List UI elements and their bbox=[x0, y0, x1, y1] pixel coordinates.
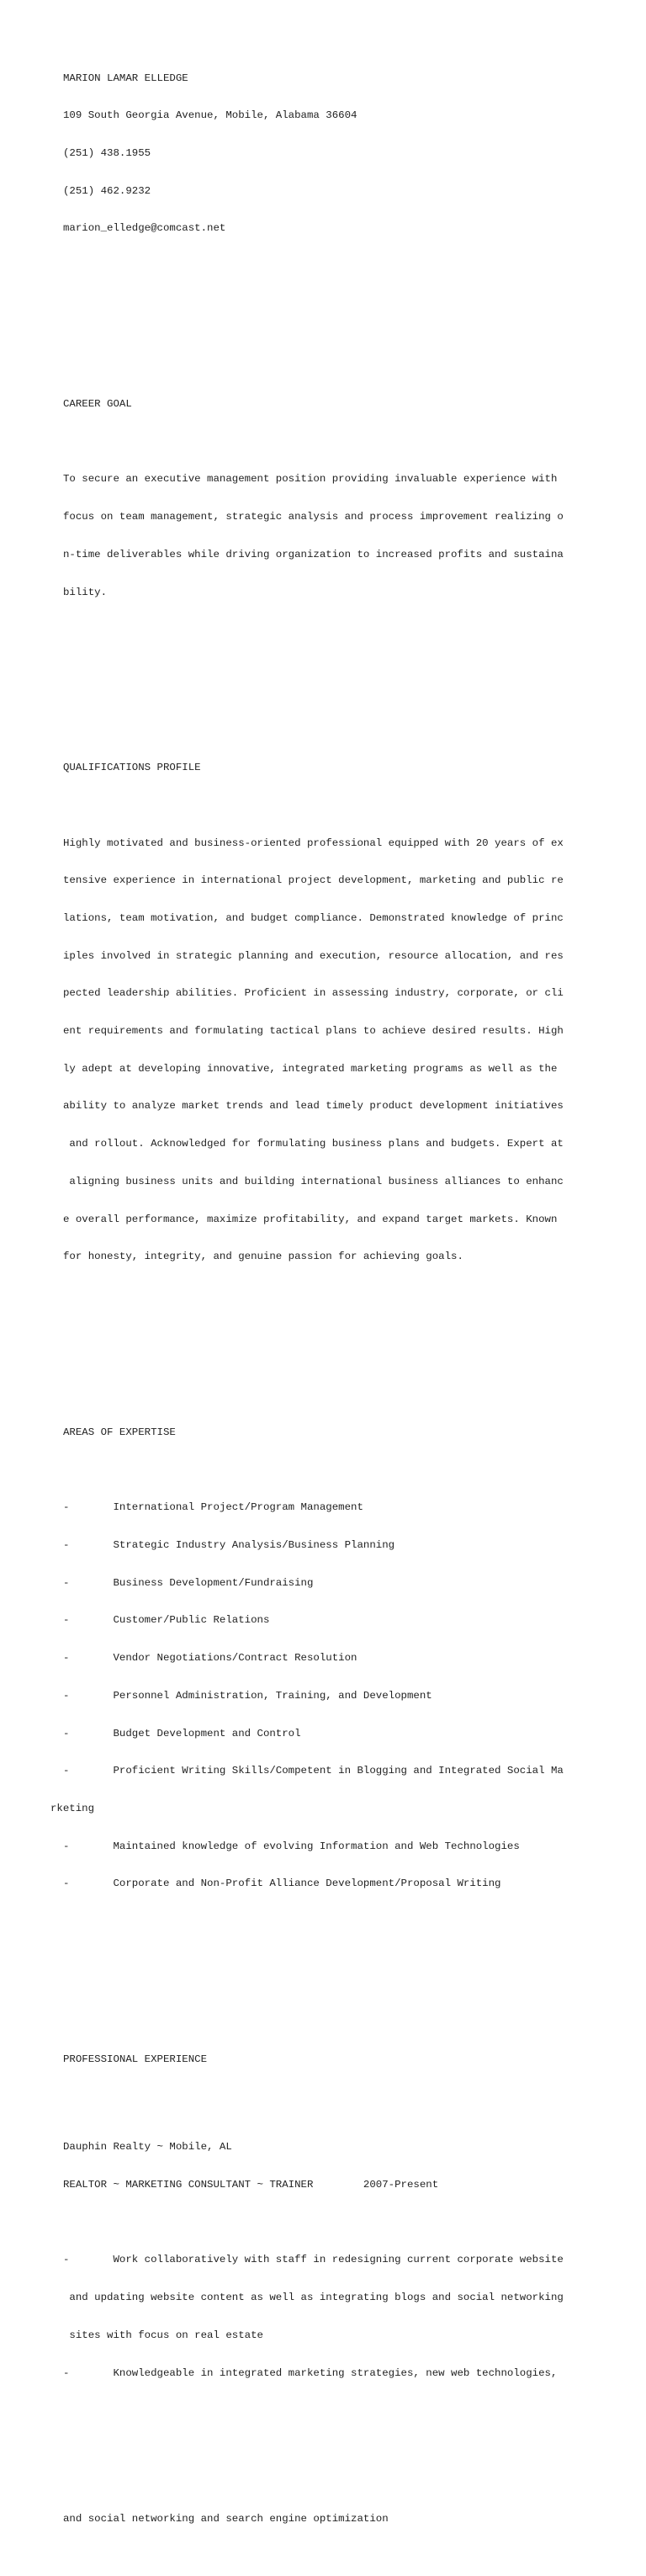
responsibility-line: sites with focus on real estate bbox=[63, 2329, 263, 2341]
contact-block bbox=[63, 47, 585, 260]
section-heading: CAREER GOAL bbox=[63, 397, 132, 410]
section-heading: QUALIFICATIONS PROFILE bbox=[63, 762, 201, 774]
paragraph-line: To secure an executive management position providing invaluable experience with bbox=[63, 473, 558, 486]
expertise-item: - Strategic Industry Analysis/Business Planning bbox=[63, 1539, 395, 1552]
email: marion_elledge@comcast.net bbox=[63, 222, 226, 235]
section-heading: AREAS OF EXPERTISE bbox=[63, 1426, 176, 1438]
responsibility-line: - Knowledgeable in integrated marketing strategies, new web technologies, bbox=[63, 2366, 558, 2379]
expertise-section bbox=[50, 1401, 585, 1915]
paragraph-line: Highly motivated and business-oriented professional equipped with 20 years of ex bbox=[63, 837, 564, 849]
address: 109 South Georgia Avenue, Mobile, Alabama 36604 bbox=[63, 109, 357, 122]
expertise-item: - Personnel Administration, Training, and Development bbox=[63, 1689, 432, 1702]
paragraph-line: for honesty, integrity, and genuine passion for achieving goals. bbox=[63, 1251, 463, 1263]
responsibility-continued: and social networking and search engine optimization bbox=[63, 2513, 389, 2526]
paragraph-line: ability to analyze market trends and lead timely product development initiatives bbox=[63, 1100, 564, 1113]
paragraph-line: bility. bbox=[63, 586, 108, 598]
paragraph-line: iples involved in strategic planning and execution, resource allocation, and res bbox=[63, 949, 564, 962]
expertise-item: - Proficient Writing Skills/Competent in Blogging and Integrated Social Ma bbox=[63, 1765, 564, 1777]
experience-section bbox=[63, 2028, 585, 2551]
paragraph-line: ly adept at developing innovative, integrated marketing programs as well as the bbox=[63, 1062, 558, 1075]
qualifications-section bbox=[63, 736, 585, 1288]
expertise-item: - Customer/Public Relations bbox=[63, 1614, 270, 1627]
expertise-item: - Business Development/Fundraising bbox=[63, 1576, 314, 1589]
paragraph-line: ent requirements and formulating tactical plans to achieve desired results. High bbox=[63, 1025, 564, 1038]
paragraph-line: lations, team motivation, and budget compliance. Demonstrated knowledge of princ bbox=[63, 911, 564, 924]
responsibility-line: - Work collaboratively with staff in redesigning current corporate website bbox=[63, 2254, 564, 2266]
paragraph-line: and rollout. Acknowledged for formulating business plans and budgets. Expert at bbox=[63, 1138, 564, 1150]
paragraph-line: tensive experience in international project development, marketing and public re bbox=[63, 874, 564, 887]
paragraph-line: focus on team management, strategic analysis and process improvement realizing o bbox=[63, 511, 564, 523]
candidate-name: MARION LAMAR ELLEDGE bbox=[63, 72, 188, 84]
expertise-item: - Maintained knowledge of evolving Information and Web Technologies bbox=[63, 1840, 520, 1852]
paragraph-line: e overall performance, maximize profitability, and expand target markets. Known bbox=[63, 1213, 558, 1225]
responsibility-line: and updating website content as well as integrating blogs and social networking bbox=[63, 2292, 564, 2304]
paragraph-line: aligning business units and building international business alliances to enhanc bbox=[63, 1175, 564, 1187]
phone-secondary: (251) 462.9232 bbox=[63, 184, 151, 197]
job-title: REALTOR ~ MARKETING CONSULTANT ~ TRAINER 2007-Present bbox=[63, 2179, 439, 2191]
paragraph-line: pected leadership abilities. Proficient in assessing industry, corporate, or cli bbox=[63, 987, 564, 1000]
paragraph-line: n-time deliverables while driving organization to increased profits and sustaina bbox=[63, 548, 564, 560]
expertise-item: - International Project/Program Management bbox=[63, 1501, 363, 1514]
career-goal-section bbox=[63, 373, 585, 624]
expertise-item: - Vendor Negotiations/Contract Resolution bbox=[63, 1652, 357, 1665]
employer: Dauphin Realty ~ Mobile, AL bbox=[63, 2141, 232, 2154]
expertise-item: - Budget Development and Control bbox=[63, 1727, 301, 1739]
phone-primary: (251) 438.1955 bbox=[63, 146, 151, 159]
section-heading: PROFESSIONAL EXPERIENCE bbox=[63, 2053, 208, 2065]
expertise-item-wrap: rketing bbox=[50, 1802, 95, 1814]
expertise-item: - Corporate and Non-Profit Alliance Development/Proposal Writing bbox=[63, 1878, 501, 1890]
resume-document bbox=[50, 9, 585, 2576]
